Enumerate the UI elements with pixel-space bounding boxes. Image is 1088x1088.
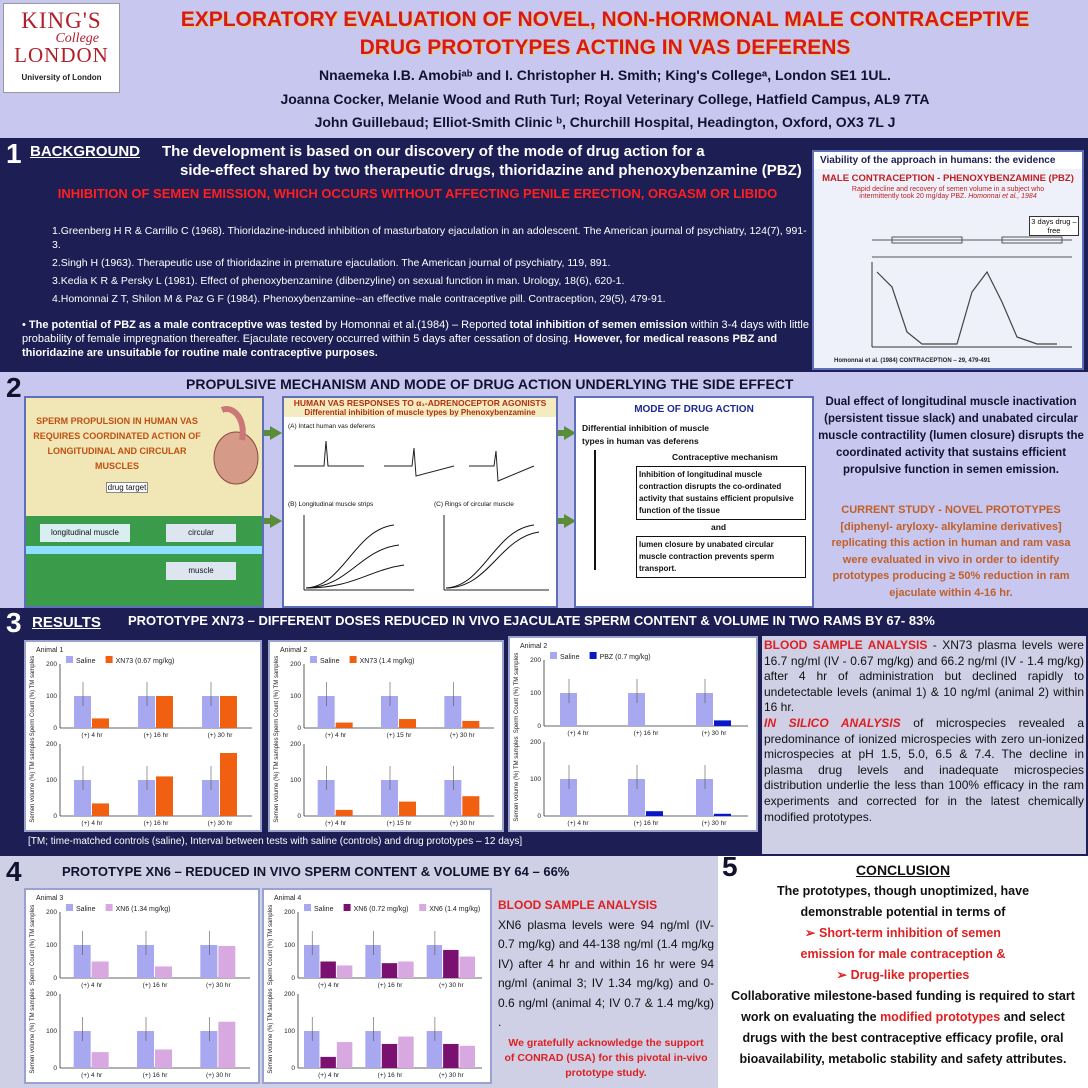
mode-title: MODE OF DRUG ACTION [634,404,754,415]
conclusion-funding [718,986,1088,1070]
bar-top [92,718,109,728]
bar-bottom [381,780,398,816]
arrow-2-icon [270,514,282,528]
chart-xn73-animal-2 [268,640,504,832]
x-tick-label: (+) 30 hr [207,732,233,739]
bar-bottom [696,779,713,816]
x-tick-label: (+) 4 hr [81,1072,103,1079]
muscle-label: muscle [166,562,236,580]
y-tick-label: 0 [53,975,57,982]
y-axis-label: Semen volume (%) TM samples [514,736,520,822]
xn6-blood-analysis [498,896,714,1033]
arrow-1-icon [270,426,282,440]
chart-svg [270,642,502,830]
testis-illustration [204,400,262,490]
bar-top [460,957,475,978]
y-axis-label: Sperm Count (%) TM samples [274,655,280,737]
chart-svg [264,890,490,1082]
bar-top [398,962,413,979]
chart-svg [510,638,756,830]
bar-bottom [220,753,237,816]
bar-top [92,962,109,979]
background-intro-2: side-effect shared by two therapeutic drugs, thioridazine and phenoxybenzamine (PBZ) [180,162,802,179]
xn6-blood-title: BLOOD SAMPLE ANALYSIS [498,898,658,912]
chart-pbz-animal-2 [508,636,758,832]
drug-free-callout: 3 days drug – free [1029,216,1079,236]
xn6-blood-text: XN6 plasma levels were 94 ng/ml (IV-0.7 mg/kg) and 44-138 ng/ml (1.4 mg/kg IV) after 4 hr and within 16 hr were 94 ng/ml (animal 3; IV 1.34 mg/kg) and 0-0.6 ng/ml (animal 4; IV 0.7 & 1.4 mg/kg) . [498,917,714,1029]
y-tick-label: 200 [284,991,295,998]
legend-label: XN6 (1.34 mg/kg) [115,906,171,913]
chart-animal-label: Animal 3 [36,895,64,902]
bar-bottom [460,1046,475,1068]
kings-college-logo [3,3,120,93]
bar-top [382,963,397,978]
bullet-bold-1: The potential of PBZ as a male contraceptive was tested [28,319,323,331]
mode-inhibition: Inhibition of longitudinal muscle contraction disrupts the co-ordinated activity that sustains efficient propulsive function of the tissue [636,466,806,520]
bullet-dot: • [22,319,26,331]
x-tick-label: (+) 30 hr [438,1072,464,1079]
y-tick-label: 200 [46,741,57,748]
y-tick-label: 100 [290,777,301,784]
legend-swatch [310,656,317,663]
bar-top [304,945,319,978]
bar-top [628,693,645,726]
bullet-bold-3: However, for medical reasons PBZ and thioridazine are unsuitable for routine male contraceptive purposes. [22,333,778,359]
lumen-band [26,546,262,554]
y-tick-label: 0 [537,723,541,730]
chart-svg [26,642,260,830]
y-tick-label: 200 [46,991,57,998]
mode-of-action-panel [574,396,814,608]
background-intro-1: The development is based on our discovery of the mode of drug action for a [162,143,705,160]
section-3-number: 3 [6,607,22,638]
reference-2: 2.Singh H (1963). Therapeutic use of thioridazine in premature ejaculation. The American journal of psychiatry, 119, 891. [52,257,611,269]
bar-top [462,721,479,728]
y-tick-label: 0 [291,1065,295,1072]
funding-highlight: modified prototypes [880,1010,1001,1024]
x-tick-label: (+) 4 hr [325,820,347,827]
bar-top [155,966,172,978]
legend-label: Saline [320,658,340,665]
y-tick-label: 100 [284,942,295,949]
y-tick-label: 200 [290,741,301,748]
x-tick-label: (+) 15 hr [386,732,412,739]
y-tick-label: 100 [46,942,57,949]
legend-swatch [106,656,113,663]
background-label: BACKGROUND [30,143,140,160]
y-axis-label: Sperm Count (%) TM samples [30,655,36,737]
semen-volume-trace [822,232,1082,357]
reference-3: 3.Kedia K R & Persky L (1981). Effect of phenoxybenzamine (dibenzyline) on sexual function in man. Urology, 18(6), 620-1. [52,275,625,287]
chart-xn73-animal-1 [24,640,262,832]
bar-top [320,962,335,979]
circular-label: circular [166,524,236,542]
chart-animal-label: Animal 1 [36,647,64,654]
background-bullet [22,318,812,360]
x-tick-label: (+) 4 hr [567,820,589,827]
bar-bottom [92,1052,109,1068]
bar-bottom [365,1031,380,1068]
logo-line-3: LONDON [14,43,109,67]
human-vas-responses-panel [282,396,558,608]
y-tick-label: 0 [537,813,541,820]
x-tick-label: (+) 16 hr [377,1072,403,1079]
bar-top [696,693,713,726]
y-tick-label: 0 [53,725,57,732]
y-tick-label: 200 [530,739,541,746]
acknowledgement: We gratefully acknowledge the support of CONRAD (USA) for this pivotal in-vivo prototype study. [504,1037,708,1079]
bar-bottom [202,780,219,816]
legend-swatch [304,904,311,911]
x-tick-label: (+) 30 hr [205,982,231,989]
legend-label: Saline [560,654,580,661]
y-tick-label: 200 [46,909,57,916]
silico-text: of microspecies revealed a predominance of ionized microspecies with zero un-ionized microspecies at pH 1.5, 5.0, 6.5 & 7.4. The decline in plasma drug levels and inadequate microspecies distribution underlie the less than 100% efficacy in the ram experiments and corrected for in the latest chemically modified prototypes. [764,715,1084,824]
bar-bottom [462,796,479,816]
y-tick-label: 0 [297,725,301,732]
section-4-number: 4 [6,856,22,887]
authors-line-2: Joanna Cocker, Melanie Wood and Ruth Turl; Royal Veterinary College, Hatfield Campus, AL9 7TA [280,91,930,107]
x-tick-label: (+) 16 hr [633,820,659,827]
chart-xn6-animal-4 [262,888,492,1084]
xn6-heading: PROTOTYPE XN6 – REDUCED IN VIVO SPERM CONTENT & VOLUME BY 64 – 66% [62,864,570,879]
bar-top [444,696,461,728]
bar-bottom [714,814,731,816]
x-tick-label: (+) 16 hr [143,732,169,739]
header [0,0,1088,138]
y-tick-label: 100 [46,1028,57,1035]
funding-text-1: Collaborative milestone-based funding is required to start work on evaluating the [731,989,1075,1024]
background-red-claim: INHIBITION OF SEMEN EMISSION, WHICH OCCURS WITHOUT AFFECTING PENILE ERECTION, ORGASM OR LIBIDO [57,186,778,201]
xn73-heading: PROTOTYPE XN73 – DIFFERENT DOSES REDUCED IN VIVO EJACULATE SPERM CONTENT & VOLUME IN TWO RAMS BY 67- 83% [128,613,935,628]
legend-label: PBZ (0.7 mg/kg) [599,654,651,661]
bar-bottom [74,780,91,816]
figure-footer: Homonnai et al. (1984) CONTRACEPTION – 29, 479-491 [834,358,991,364]
y-tick-label: 100 [46,693,57,700]
y-tick-label: 0 [53,813,57,820]
mode-contraceptive-mechanism: Contraceptive mechanism [672,452,778,462]
x-tick-label: (+) 16 hr [143,820,169,827]
section-5-number: 5 [722,851,738,882]
y-axis-label: Semen volume (%) TM samples [30,737,36,823]
x-tick-label: (+) 4 hr [318,1072,340,1079]
y-axis-label: Semen volume (%) TM samples [274,737,280,823]
bar-bottom [74,1031,91,1068]
bar-bottom [398,1037,413,1068]
bar-top [138,696,155,728]
bar-bottom [444,780,461,816]
bar-top [318,696,335,728]
tm-note: [TM; time-matched controls (saline), Interval between tests with saline (controls) and drug prototypes – 12 days] [28,836,523,847]
bar-bottom [646,811,663,816]
figure-desc-citation: Homonnai et al., 1984 [968,193,1037,200]
bar-top [714,720,731,726]
y-axis-label: Sperm Count (%) TM samples [30,904,36,986]
bar-top [336,723,353,728]
sperm-propulsion-panel [24,396,264,608]
x-tick-label: (+) 30 hr [449,732,475,739]
legend-swatch [66,904,73,911]
concentration-response-curves [294,510,554,600]
x-tick-label: (+) 4 hr [81,732,103,739]
bar-top [218,946,235,978]
bar-top [156,696,173,728]
silico-title: IN SILICO ANALYSIS [764,715,901,730]
conclusion-box [718,851,1088,1088]
legend-swatch [419,904,426,911]
legend-label: XN73 (0.67 mg/kg) [115,658,175,665]
legend-label: Saline [314,906,334,913]
panel-b-label: (B) Longitudinal muscle strips [288,501,374,508]
bar-top [137,945,154,978]
bar-bottom [336,810,353,816]
bar-bottom [337,1042,352,1068]
x-tick-label: (+) 30 hr [701,730,727,737]
conclusion-bullet-2: ➢ Drug-like properties [836,968,970,982]
bar-bottom [382,1044,397,1068]
authors-line-1: Nnaemeka I.B. Amobiᵃᵇ and I. Christopher H. Smith; King's Collegeᵃ, London SE1 1UL. [319,67,891,83]
chart-animal-label: Animal 4 [274,895,302,902]
bar-bottom [155,1050,172,1069]
legend-label: XN73 (1.4 mg/kg) [359,658,415,665]
y-tick-label: 200 [290,661,301,668]
reference-1: 1.Greenberg H R & Carrillo C (1968). Thioridazine-induced inhibition of masturbatory ejaculation in an adolescent. The American journal of psychiatry, 124(7), 991-3. [52,225,807,251]
vas-muscle-diagram [26,516,262,606]
bar-top [365,945,380,978]
longitudinal-muscle-label: longitudinal muscle [40,524,130,542]
legend-swatch [550,652,557,659]
bar-top [399,719,416,728]
logo-line-4: University of London [21,73,102,82]
legend-label: Saline [76,658,96,665]
logo-line-2: College [55,31,99,46]
x-tick-label: (+) 30 hr [701,820,727,827]
homonnai-figure [812,150,1084,370]
bar-top [202,696,219,728]
results-label: RESULTS [32,614,101,631]
bar-bottom [560,779,577,816]
bar-bottom [320,1057,335,1068]
mode-lumen-closure: lumen closure by unabated circular muscle contraction prevents sperm transport. [636,536,806,578]
logo-line-1: KING'S [21,8,102,33]
bar-top [381,696,398,728]
bar-top [74,945,91,978]
reference-4: 4.Homonnai Z T, Shilon M & Paz G F (1984). Phenoxybenzamine--an effective male contraceptive pill. Contraception, 29(5), 479-91. [52,293,666,305]
chart-xn6-animal-3 [24,888,260,1084]
figure-desc [814,184,1082,202]
x-tick-label: (+) 16 hr [633,730,659,737]
y-tick-label: 100 [290,693,301,700]
mode-differential: Differential inhibition of muscle types in human vas deferens [582,423,710,446]
legend-label: XN6 (1.4 mg/kg) [429,906,481,913]
vas-responses-title: HUMAN VAS RESPONSES TO α₁-ADRENOCEPTOR AGONISTS [284,398,556,408]
authors-line-3: John Guillebaud; Elliot-Smith Clinic ᵇ, Churchill Hospital, Headington, Oxford, OX3 7L J [314,114,896,130]
bar-top [220,696,237,728]
conclusion-bullet-1: ➢ Short-term inhibition of semen emission for male contraception & [800,926,1006,961]
figure-desc-text: Rapid decline and recovery of semen volume in a subject who intermittently took 20 mg/day PBZ. [851,186,1045,200]
mode-connector [594,450,596,570]
panel-a-label: (A) Intact human vas deferens [288,423,376,430]
funding-text-2: and select drugs with the best contraceptive efficacy profile, oral bioavailability, metabolic stability and safety attributes. [739,1010,1067,1066]
legend-swatch [350,656,357,663]
xn73-blood-analysis [762,636,1086,854]
bar-bottom [443,1044,458,1068]
chart-svg [26,890,258,1082]
x-tick-label: (+) 4 hr [567,730,589,737]
bar-bottom [427,1031,442,1068]
figure-title: Viability of the approach in humans: the evidence [814,152,1082,169]
bar-top [74,696,91,728]
y-axis-label: Semen volume (%) TM samples [268,988,274,1074]
bar-bottom [200,1031,217,1068]
bar-bottom [218,1022,235,1068]
bullet-text-1: by Homonnai et al.(1984) – Reported [322,319,510,331]
conclusion-heading: CONCLUSION [855,862,951,878]
y-tick-label: 200 [284,909,295,916]
mode-and: and [711,522,727,532]
legend-swatch [66,656,73,663]
bar-bottom [138,780,155,816]
bar-top [427,945,442,978]
x-tick-label: (+) 4 hr [81,982,103,989]
x-tick-label: (+) 30 hr [207,820,233,827]
bar-bottom [318,780,335,816]
section-2-number: 2 [6,372,22,403]
x-tick-label: (+) 30 hr [438,982,464,989]
y-tick-label: 0 [297,813,301,820]
panel-c-label: (C) Rings of circular muscle [434,501,514,508]
y-tick-label: 100 [46,777,57,784]
y-tick-label: 100 [284,1028,295,1035]
x-tick-label: (+) 4 hr [325,732,347,739]
current-study-text: CURRENT STUDY - NOVEL PROTOTYPES [diphenyl- aryloxy- alkylamine derivatives] replicating this action in human and ram vasa were evaluated in vivo in order to identify prototypes producing ≥ 50% reduction in ram ejaculate within 4-16 hr. [831,504,1071,599]
bar-top [337,965,352,978]
y-tick-label: 0 [291,975,295,982]
legend-swatch [106,904,113,911]
dual-effect-text: Dual effect of longitudinal muscle inactivation (persistent tissue slack) and unabated circular muscle contractility (lumen closure) disrupts the coordinated activity that sustains efficient propulsive function in semen emission. [818,396,1084,476]
xn73-blood-text: - XN73 plasma levels were 16.7 ng/ml (IV - 0.67 mg/kg) and 66.2 ng/ml (IV - 1.4 mg/kg) after 4 hr of administration but declined rapidly to undetectable levels (animal 1) & 10 ng/ml (animal 2) within 16 hr. [764,638,1084,715]
bar-top [560,693,577,726]
bar-bottom [92,803,109,816]
chart-animal-label: Animal 2 [280,647,308,654]
legend-label: Saline [76,906,96,913]
bar-bottom [304,1031,319,1068]
drug-target-label: drug target [107,483,147,492]
x-tick-label: (+) 16 hr [142,1072,168,1079]
bullet-bold-2: total inhibition of semen emission [509,319,688,331]
conclusion-line-1: The prototypes, though unoptimized, have demonstrable potential in terms of [776,884,1030,919]
bar-bottom [156,776,173,816]
contraction-traces [294,436,549,491]
x-tick-label: (+) 4 hr [81,820,103,827]
legend-swatch [344,904,351,911]
y-axis-label: Semen volume (%) TM samples [30,988,36,1074]
y-tick-label: 0 [53,1065,57,1072]
section-1-number: 1 [6,138,22,169]
x-tick-label: (+) 16 hr [377,982,403,989]
bar-bottom [399,802,416,816]
section-2-heading: PROPULSIVE MECHANISM AND MODE OF DRUG ACTION UNDERLYING THE SIDE EFFECT [186,376,794,392]
title-line-1: EXPLORATORY EVALUATION OF NOVEL, NON-HORMONAL MALE CONTRACEPTIVE [180,8,1030,31]
propulsion-text: SPERM PROPULSION IN HUMAN VAS REQUIRES COORDINATED ACTION OF LONGITUDINAL AND CIRCULAR MUSCLES [33,416,201,471]
y-tick-label: 200 [530,657,541,664]
bar-bottom [137,1031,154,1068]
x-tick-label: (+) 4 hr [318,982,340,989]
references-list [52,224,807,306]
legend-label: XN6 (0.72 mg/kg) [353,906,409,913]
bar-top [200,945,217,978]
vas-responses-subtitle: Differential inhibition of muscle types by Phenoxybenzamine [284,408,556,417]
bullet-text-2: within 3-4 days with little probability of female impregnation thereafter. Ejaculate recovery occurred within 5 days after cessation of dosing. [22,319,809,345]
y-tick-label: 100 [530,690,541,697]
x-tick-label: (+) 15 hr [386,820,412,827]
xn73-blood-title: BLOOD SAMPLE ANALYSIS [764,638,928,652]
legend-swatch [590,652,597,659]
y-axis-label: Sperm Count (%) TM samples [514,652,520,734]
bar-bottom [628,779,645,816]
x-tick-label: (+) 30 hr [449,820,475,827]
bar-top [443,950,458,978]
x-tick-label: (+) 16 hr [142,982,168,989]
y-tick-label: 100 [530,776,541,783]
title-line-2: DRUG PROTOTYPES ACTING IN VAS DEFERENS [359,36,851,59]
y-tick-label: 200 [46,661,57,668]
figure-subtitle: MALE CONTRACEPTION - PHENOXYBENZAMINE (PBZ) [822,173,1074,184]
y-axis-label: Sperm Count (%) TM samples [268,904,274,986]
x-tick-label: (+) 30 hr [205,1072,231,1079]
chart-animal-label: Animal 2 [520,643,548,650]
